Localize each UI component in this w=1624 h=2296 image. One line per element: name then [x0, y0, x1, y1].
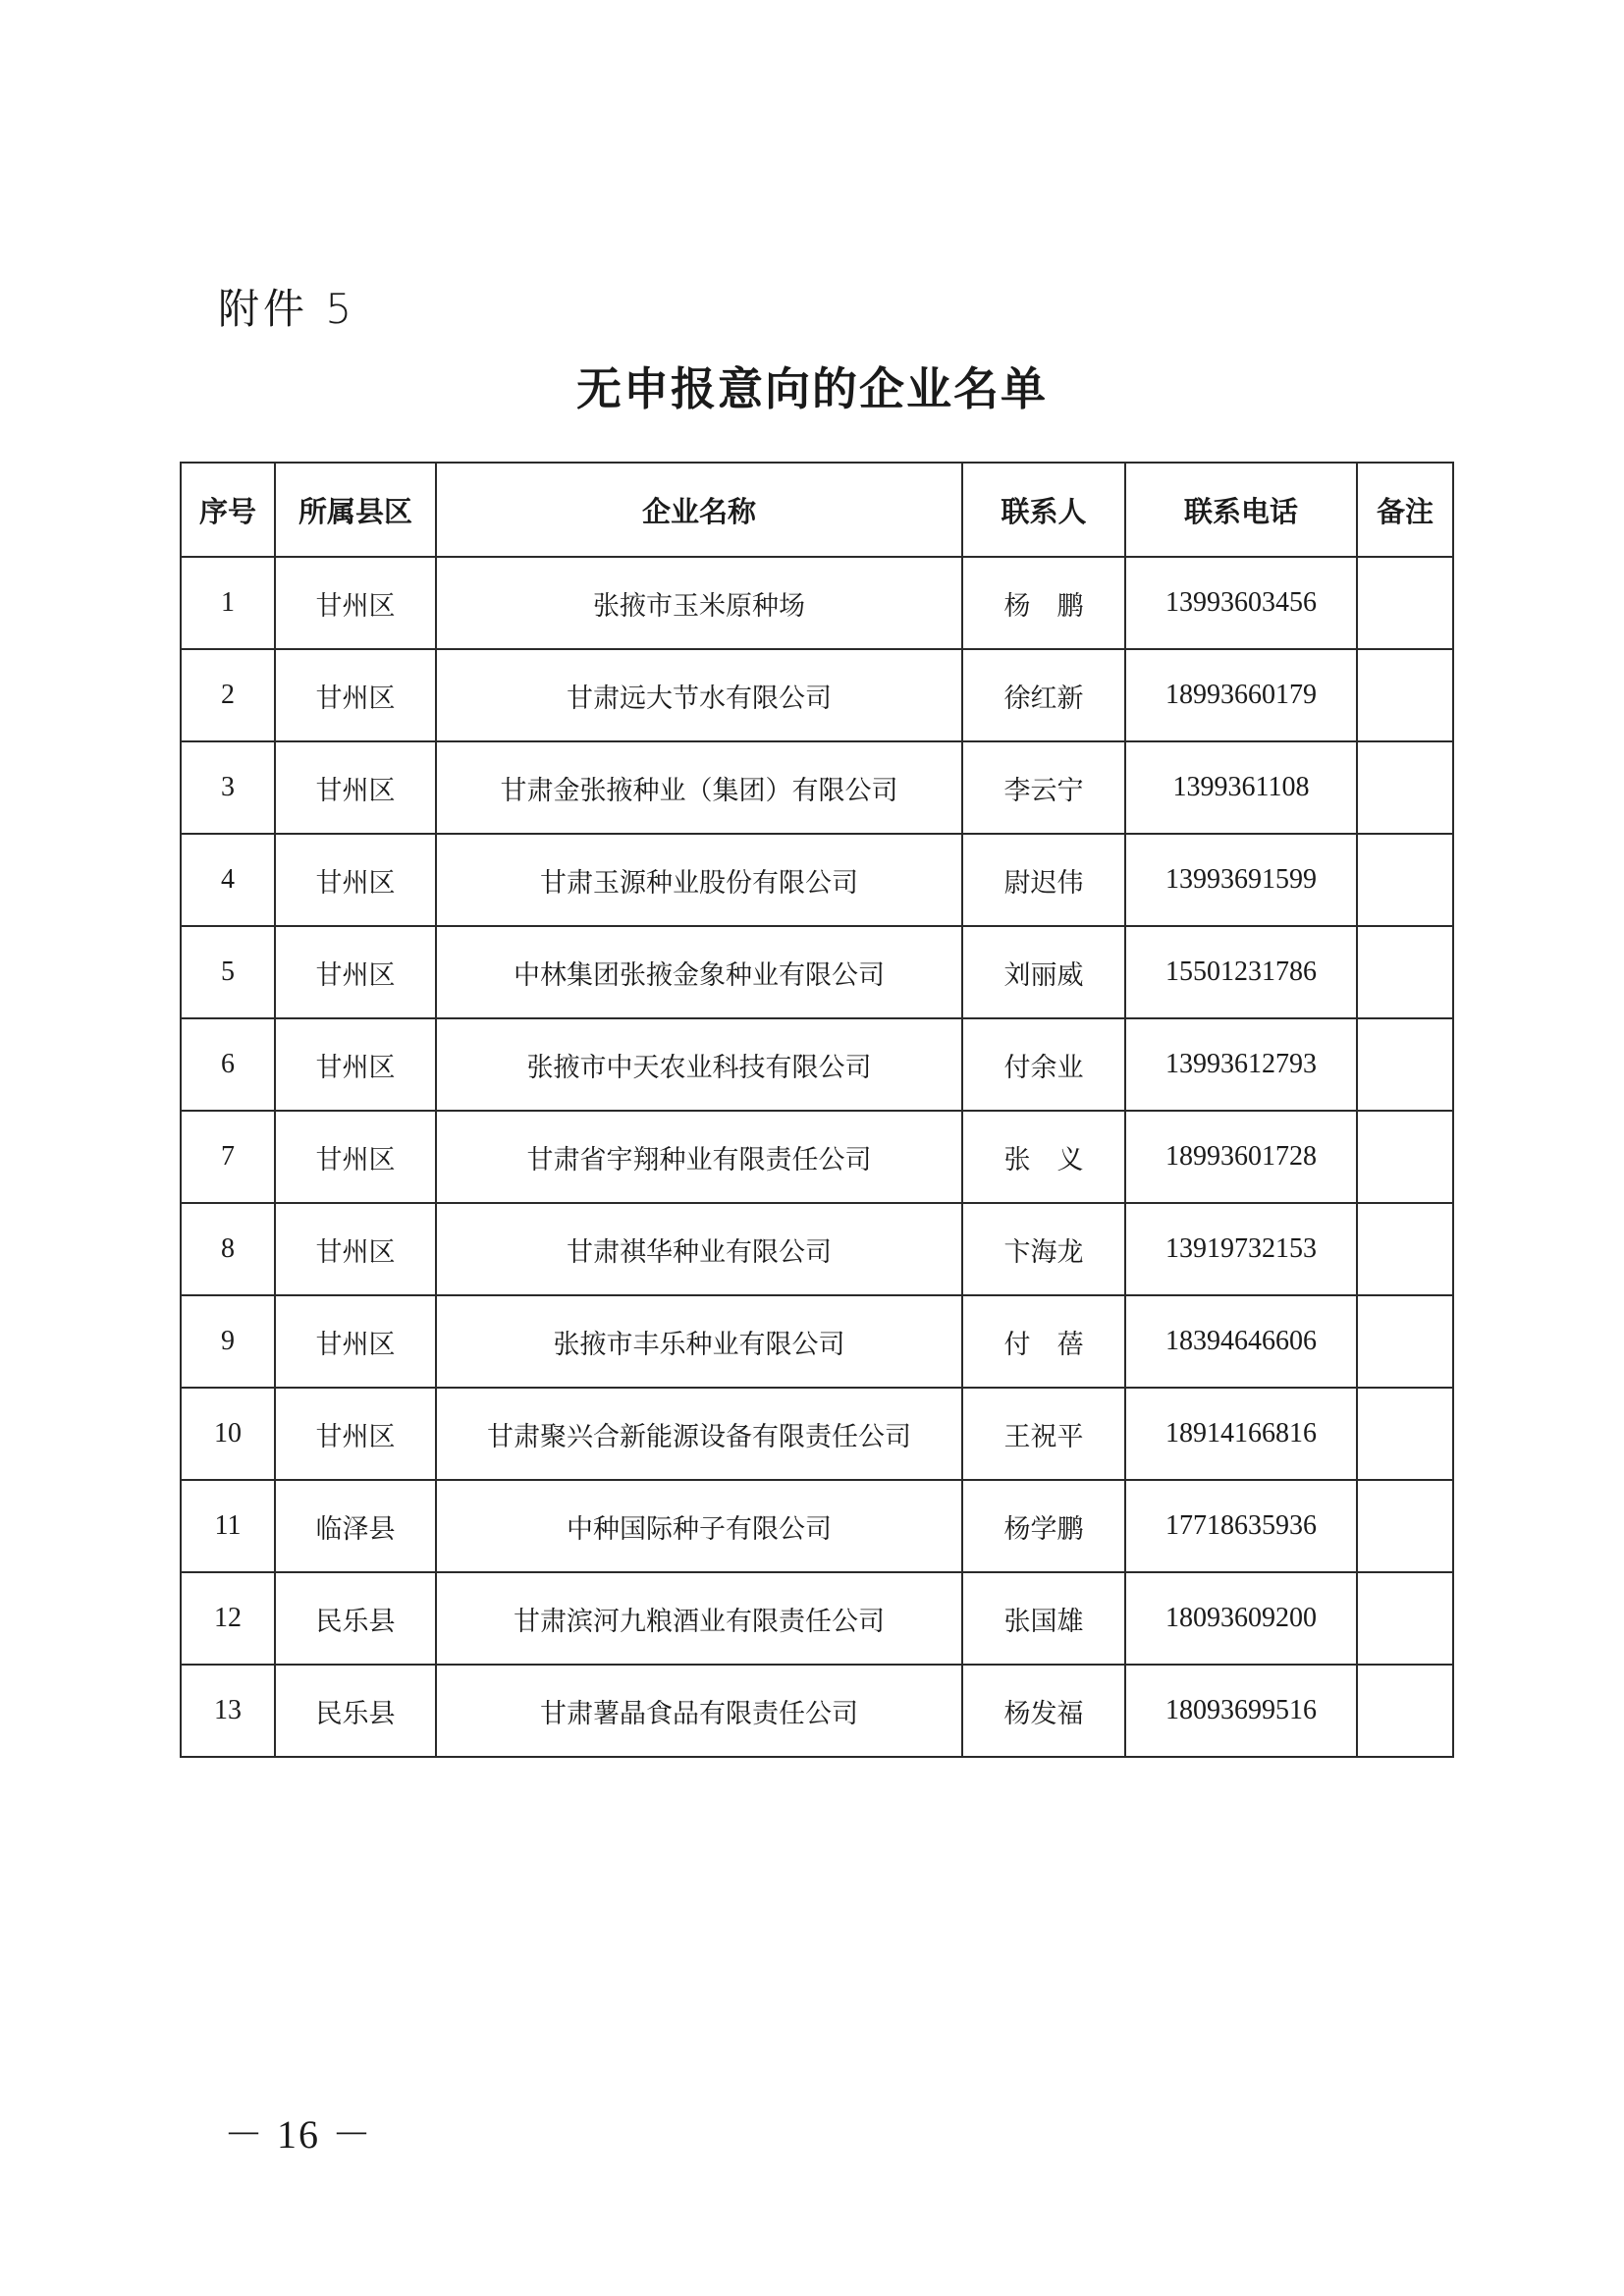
table-body: [181, 557, 1453, 1757]
attachment-label: 附件 5: [218, 285, 356, 333]
cell-remarks: [1357, 1111, 1453, 1203]
cell-phone: 17718635936: [1125, 1480, 1357, 1572]
cell-company: 甘肃玉源种业股份有限公司: [436, 834, 962, 926]
cell-phone: 13993603456: [1125, 557, 1357, 649]
cell-seq: 13: [181, 1665, 275, 1757]
table-row: [181, 1572, 1453, 1665]
header-row: [181, 463, 1453, 557]
cell-seq: 5: [181, 926, 275, 1018]
cell-phone: 18993660179: [1125, 649, 1357, 741]
page-title: 无申报意向的企业名单: [576, 362, 1048, 415]
table-row: [181, 557, 1453, 649]
table-row: [181, 926, 1453, 1018]
cell-seq: 11: [181, 1480, 275, 1572]
cell-phone: 18993601728: [1125, 1111, 1357, 1203]
cell-remarks: [1357, 741, 1453, 834]
cell-seq: 2: [181, 649, 275, 741]
cell-company: 张掖市玉米原种场: [436, 557, 962, 649]
table-header: [181, 463, 1453, 557]
cell-company: 张掖市中天农业科技有限公司: [436, 1018, 962, 1111]
cell-remarks: [1357, 649, 1453, 741]
cell-seq: 4: [181, 834, 275, 926]
cell-contact: 王祝平: [962, 1388, 1125, 1480]
header-remarks: 备注: [1357, 463, 1453, 557]
cell-district: 民乐县: [275, 1572, 436, 1665]
table-row: [181, 1203, 1453, 1295]
cell-company: 中林集团张掖金象种业有限公司: [436, 926, 962, 1018]
cell-district: 甘州区: [275, 1111, 436, 1203]
cell-phone: 18914166816: [1125, 1388, 1357, 1480]
cell-district: 甘州区: [275, 1203, 436, 1295]
cell-contact: 张国雄: [962, 1572, 1125, 1665]
cell-district: 甘州区: [275, 1388, 436, 1480]
cell-remarks: [1357, 1203, 1453, 1295]
cell-contact: 李云宁: [962, 741, 1125, 834]
cell-remarks: [1357, 557, 1453, 649]
cell-company: 甘肃远大节水有限公司: [436, 649, 962, 741]
cell-phone: 13993612793: [1125, 1018, 1357, 1111]
table-row: [181, 1388, 1453, 1480]
cell-contact: 尉迟伟: [962, 834, 1125, 926]
cell-seq: 6: [181, 1018, 275, 1111]
cell-phone: 1399361108: [1125, 741, 1357, 834]
cell-remarks: [1357, 834, 1453, 926]
table-row: [181, 1111, 1453, 1203]
cell-remarks: [1357, 1665, 1453, 1757]
cell-company: 甘肃省宇翔种业有限责任公司: [436, 1111, 962, 1203]
cell-contact: 张 义: [962, 1111, 1125, 1203]
cell-seq: 9: [181, 1295, 275, 1388]
cell-seq: 1: [181, 557, 275, 649]
table-row: [181, 741, 1453, 834]
cell-company: 甘肃祺华种业有限公司: [436, 1203, 962, 1295]
cell-district: 甘州区: [275, 926, 436, 1018]
cell-company: 中种国际种子有限公司: [436, 1480, 962, 1572]
header-district: 所属县区: [275, 463, 436, 557]
cell-company: 甘肃滨河九粮酒业有限责任公司: [436, 1572, 962, 1665]
cell-contact: 杨学鹏: [962, 1480, 1125, 1572]
cell-company: 张掖市丰乐种业有限公司: [436, 1295, 962, 1388]
table-row: [181, 834, 1453, 926]
cell-seq: 8: [181, 1203, 275, 1295]
cell-seq: 12: [181, 1572, 275, 1665]
cell-district: 民乐县: [275, 1665, 436, 1757]
page-number: － 16 －: [224, 2112, 373, 2157]
cell-remarks: [1357, 1018, 1453, 1111]
cell-contact: 徐红新: [962, 649, 1125, 741]
cell-district: 甘州区: [275, 649, 436, 741]
cell-company: 甘肃金张掖种业（集团）有限公司: [436, 741, 962, 834]
cell-company: 甘肃聚兴合新能源设备有限责任公司: [436, 1388, 962, 1480]
cell-remarks: [1357, 1388, 1453, 1480]
cell-phone: 15501231786: [1125, 926, 1357, 1018]
cell-contact: 卞海龙: [962, 1203, 1125, 1295]
header-seq: 序号: [181, 463, 275, 557]
table-row: [181, 1665, 1453, 1757]
table-row: [181, 1018, 1453, 1111]
cell-district: 甘州区: [275, 834, 436, 926]
cell-remarks: [1357, 1295, 1453, 1388]
cell-contact: 杨 鹏: [962, 557, 1125, 649]
cell-seq: 3: [181, 741, 275, 834]
cell-district: 甘州区: [275, 1295, 436, 1388]
header-company: 企业名称: [436, 463, 962, 557]
cell-seq: 10: [181, 1388, 275, 1480]
header-contact: 联系人: [962, 463, 1125, 557]
cell-contact: 付 蓓: [962, 1295, 1125, 1388]
cell-seq: 7: [181, 1111, 275, 1203]
cell-phone: 13993691599: [1125, 834, 1357, 926]
header-phone: 联系电话: [1125, 463, 1357, 557]
cell-contact: 付余业: [962, 1018, 1125, 1111]
table-row: [181, 1295, 1453, 1388]
cell-district: 临泽县: [275, 1480, 436, 1572]
cell-district: 甘州区: [275, 1018, 436, 1111]
cell-phone: 18394646606: [1125, 1295, 1357, 1388]
table-row: [181, 649, 1453, 741]
cell-district: 甘州区: [275, 741, 436, 834]
cell-remarks: [1357, 926, 1453, 1018]
table-row: [181, 1480, 1453, 1572]
cell-remarks: [1357, 1572, 1453, 1665]
cell-phone: 13919732153: [1125, 1203, 1357, 1295]
cell-contact: 刘丽威: [962, 926, 1125, 1018]
cell-remarks: [1357, 1480, 1453, 1572]
cell-company: 甘肃薯晶食品有限责任公司: [436, 1665, 962, 1757]
cell-district: 甘州区: [275, 557, 436, 649]
cell-contact: 杨发福: [962, 1665, 1125, 1757]
cell-phone: 18093699516: [1125, 1665, 1357, 1757]
cell-phone: 18093609200: [1125, 1572, 1357, 1665]
company-table: [180, 462, 1454, 1758]
